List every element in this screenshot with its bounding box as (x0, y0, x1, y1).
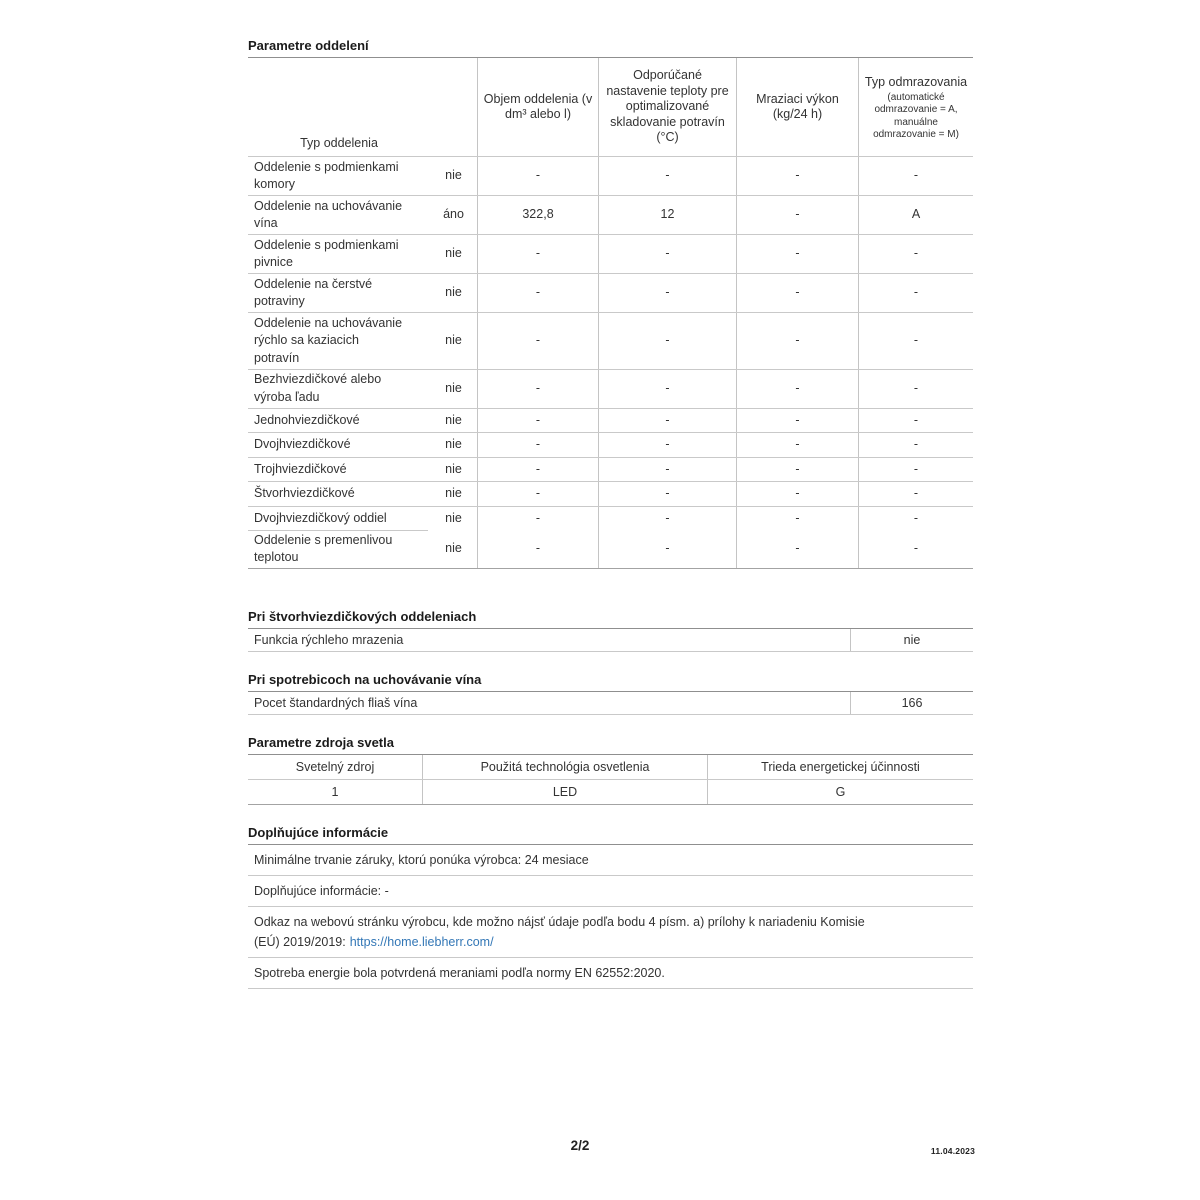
document-date: 11.04.2023 (930, 1146, 975, 1156)
row-temp: - (598, 157, 736, 195)
row-volume: - (477, 482, 598, 506)
header-type-label: Typ oddelenia (300, 135, 378, 150)
wine-bottles-label: Pocet štandardných fliaš vína (254, 696, 418, 710)
header-defrost-type (858, 58, 973, 156)
website-row-text-line2: (EÚ) 2019/2019: (254, 935, 346, 949)
light-header-efficiency: Trieda energetickej účinnosti (707, 755, 973, 779)
additional-section-title: Doplňujúce informácie (248, 825, 389, 840)
additional-info-row: Doplňujúce informácie: - (248, 876, 973, 907)
light-header-source: Svetelný zdroj (295, 760, 375, 774)
table-row (248, 506, 973, 531)
row-present: áno (443, 207, 464, 222)
header-temperature: Odporúčané nastavenie teploty pre optimalizované skladovanie potravín (°C) (598, 58, 736, 156)
row-label-text: Jednohviezdičkové (254, 412, 360, 427)
row-temp: - (598, 313, 736, 369)
row-freezing: - (736, 530, 858, 568)
page-number: 2/2 (570, 1138, 590, 1153)
row-volume: 322,8 (477, 196, 598, 234)
row-volume: - (477, 507, 598, 531)
light-section-title: Parametre zdroja svetla (248, 735, 394, 750)
row-volume: - (477, 530, 598, 568)
light-value-source: 1 (331, 785, 339, 799)
row-freezing: - (736, 433, 858, 457)
row-freezing: - (736, 409, 858, 433)
four-star-section-title: Pri štvorhviezdičkových oddeleniach (248, 609, 477, 624)
additional-info-list (248, 844, 973, 989)
row-label (248, 530, 430, 568)
row-present: nie (445, 541, 462, 556)
row-volume: - (477, 313, 598, 369)
row-volume: - (477, 370, 598, 408)
header-defrost-title: Typ odmrazovania (864, 75, 968, 90)
wine-section-title: Pri spotrebicoch na uchovávanie vína (248, 672, 482, 687)
row-temp: - (598, 409, 736, 433)
row-defrost: - (858, 157, 973, 195)
fast-freeze-value: nie (850, 629, 973, 651)
row-temp: - (598, 274, 736, 312)
row-present: nie (445, 461, 462, 476)
compartments-table-header (248, 58, 973, 156)
header-volume: Objem oddelenia (v dm³ alebo l) (477, 58, 598, 156)
four-star-section (248, 609, 973, 652)
energy-measurement-row: Spotreba energie bola potvrdená meraniami podľa normy EN 62552:2020. (248, 958, 973, 989)
row-temp: 12 (598, 196, 736, 234)
table-row (248, 369, 973, 408)
row-defrost: - (858, 433, 973, 457)
wine-section (248, 672, 973, 715)
table-row (248, 530, 973, 568)
website-row-text-line1: Odkaz na webovú stránku výrobcu, kde možno nájsť údaje podľa bodu 4 písm. a) prílohy k nariadeniu Komisie (254, 915, 865, 929)
light-section (248, 735, 973, 805)
row-defrost: - (858, 458, 973, 482)
row-label-text: Oddelenie s premenlivou teplotou (254, 532, 393, 564)
row-label-text: Štvorhviezdičkové (254, 486, 355, 500)
row-present: nie (445, 285, 462, 300)
row-defrost: - (858, 530, 973, 568)
row-temp: - (598, 507, 736, 531)
row-freezing: - (736, 313, 858, 369)
row-label (248, 482, 430, 506)
row-label-text: Dvojhviezdičkové (254, 437, 351, 451)
light-value-technology: LED (422, 780, 707, 804)
row-temp: - (598, 482, 736, 506)
row-temp: - (598, 370, 736, 408)
row-freezing: - (736, 458, 858, 482)
row-volume: - (477, 433, 598, 457)
row-label-text: Dvojhviezdičkový oddiel (254, 510, 387, 525)
table-row (248, 234, 973, 273)
row-temp: - (598, 458, 736, 482)
row-temp: - (598, 235, 736, 273)
light-table-values (248, 779, 973, 805)
compartments-table (248, 57, 973, 569)
light-table (248, 754, 973, 805)
row-defrost: - (858, 313, 973, 369)
light-table-header (248, 755, 973, 779)
header-type-oddelenia (248, 58, 477, 156)
light-value-efficiency: G (707, 780, 973, 804)
row-defrost: - (858, 507, 973, 531)
row-freezing: - (736, 507, 858, 531)
row-freezing: - (736, 157, 858, 195)
row-label (248, 157, 430, 195)
row-present: nie (445, 510, 462, 525)
website-row (248, 907, 973, 958)
row-label (248, 235, 430, 273)
row-defrost: - (858, 482, 973, 506)
row-defrost: - (858, 370, 973, 408)
row-present: nie (445, 246, 462, 261)
row-label (248, 196, 430, 234)
four-star-table (248, 628, 973, 652)
row-freezing: - (736, 370, 858, 408)
manufacturer-website-link[interactable]: https://home.liebherr.com/ (349, 935, 494, 949)
row-label (248, 370, 430, 408)
table-row (248, 273, 973, 312)
warranty-row: Minimálne trvanie záruky, ktorú ponúka výrobca: 24 mesiace (248, 845, 973, 876)
row-label-text: Bezhviezdičkové alebo výroba ľadu (254, 372, 382, 404)
wine-bottles-value: 166 (850, 692, 973, 714)
row-label (248, 313, 430, 369)
row-defrost: - (858, 274, 973, 312)
row-label (248, 458, 430, 482)
row-label-text: Oddelenie s podmienkami pivnice (254, 237, 399, 269)
row-volume: - (477, 409, 598, 433)
row-volume: - (477, 274, 598, 312)
row-label-text: Oddelenie na čerstvé potraviny (254, 276, 373, 308)
row-present: nie (445, 380, 462, 395)
row-volume: - (477, 235, 598, 273)
row-present: nie (445, 168, 462, 183)
row-label (248, 507, 430, 531)
row-freezing: - (736, 196, 858, 234)
row-label (248, 274, 430, 312)
row-label (248, 409, 430, 433)
table-row (248, 156, 973, 195)
document-content (248, 38, 973, 989)
row-label-text: Trojhviezdičkové (254, 461, 347, 476)
compartments-section-title: Parametre oddelení (248, 38, 369, 53)
header-freezing-capacity: Mraziaci výkon (kg/24 h) (736, 58, 858, 156)
row-defrost: - (858, 409, 973, 433)
row-temp: - (598, 433, 736, 457)
row-label-text: Oddelenie na uchovávanie vína (254, 198, 403, 230)
row-label-text: Oddelenie s podmienkami komory (254, 159, 399, 191)
row-present: nie (445, 412, 462, 427)
row-freezing: - (736, 235, 858, 273)
row-present: nie (445, 437, 462, 451)
row-present: nie (445, 333, 462, 347)
row-defrost: - (858, 235, 973, 273)
additional-section (248, 825, 973, 989)
light-header-technology: Použitá technológia osvetlenia (422, 755, 707, 779)
row-volume: - (477, 458, 598, 482)
row-volume: - (477, 157, 598, 195)
table-row (248, 195, 973, 234)
fast-freeze-label: Funkcia rýchleho mrazenia (254, 633, 404, 647)
table-row (248, 457, 973, 482)
table-row (248, 481, 973, 506)
wine-table (248, 691, 973, 715)
header-defrost-note: (automatické odmrazovanie = A, manuálne odmrazovanie = M) (873, 91, 959, 141)
table-row (248, 408, 973, 433)
row-freezing: - (736, 274, 858, 312)
row-present: nie (445, 486, 462, 500)
row-label-text: Oddelenie na uchovávanie rýchlo sa kaziacich potravín (254, 315, 403, 365)
table-row (248, 432, 973, 457)
row-label (248, 433, 430, 457)
row-temp: - (598, 530, 736, 568)
row-freezing: - (736, 482, 858, 506)
table-row (248, 312, 973, 369)
row-defrost: A (858, 196, 973, 234)
